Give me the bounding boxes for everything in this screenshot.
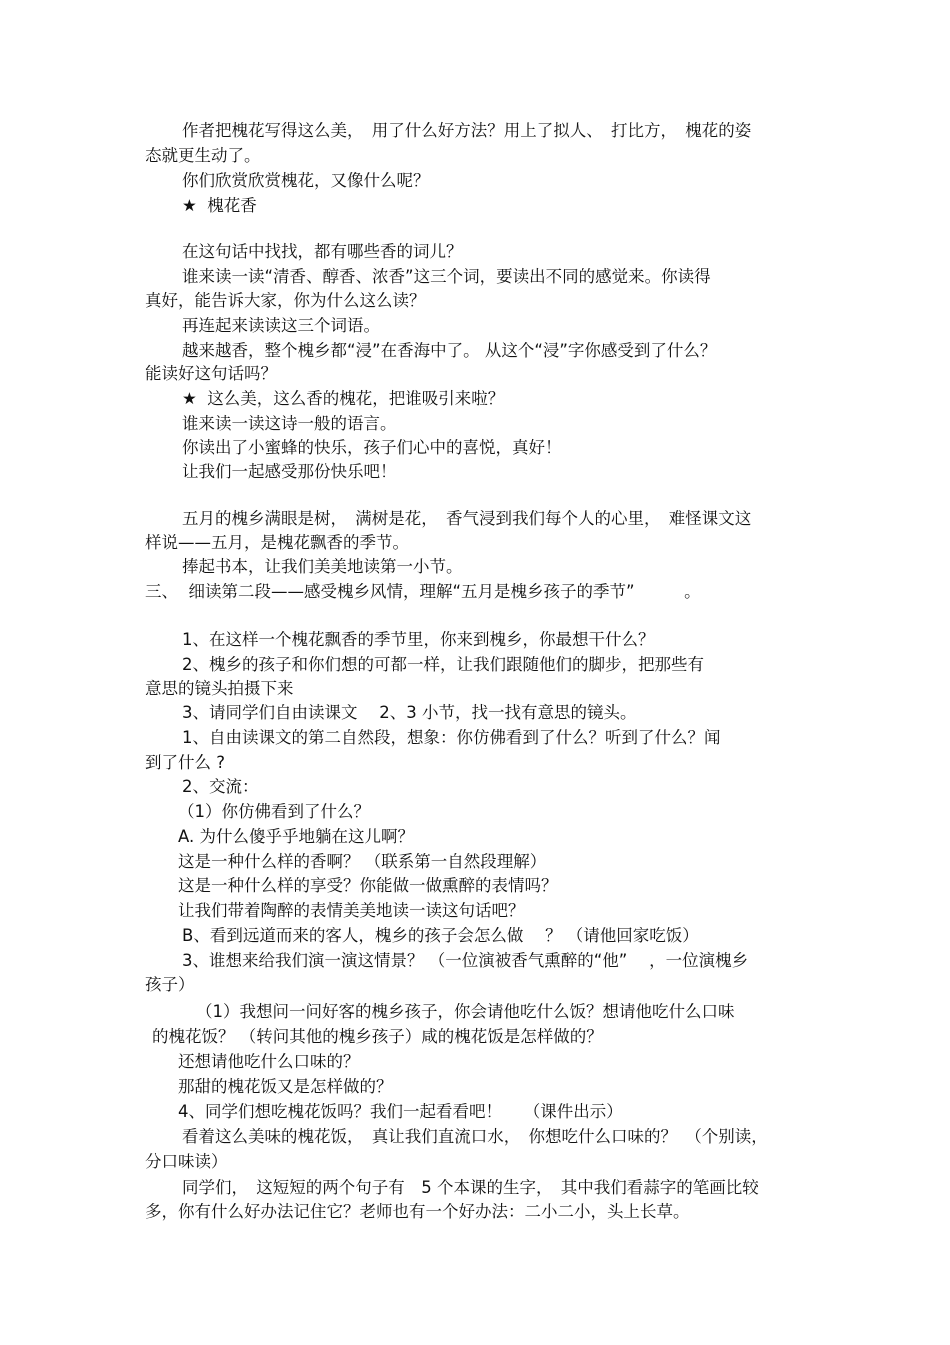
text-line: 同学们， 这短短的两个句子有 5 个本课的生字， 其中我们看蒜字的笔画比较 <box>182 1178 759 1197</box>
text-line: 1、在这样一个槐花飘香的季节里，你来到槐乡，你最想干什么？ <box>182 630 655 649</box>
text-line: 态就更生动了。 <box>145 146 261 165</box>
text-line: 真好，能告诉大家，你为什么这么读？ <box>145 291 426 310</box>
text-line: 作者把槐花写得这么美， 用了什么好方法？用上了拟人、 打比方， 槐花的姿 <box>182 121 752 140</box>
text-line: 你读出了小蜜蜂的快乐，孩子们心中的喜悦，真好！ <box>182 438 562 457</box>
text-line: 你们欣赏欣赏槐花，又像什么呢？ <box>182 171 430 190</box>
text-line: 还想请他吃什么口味的？ <box>178 1052 360 1071</box>
text-line: 让我们一起感受那份快乐吧！ <box>182 462 397 481</box>
text-line: 到了什么 ? <box>145 753 226 772</box>
text-line: 2、交流： <box>182 777 259 796</box>
text-line: 看着这么美味的槐花饭， 真让我们直流口水， 你想吃什么口味的？ （个别读， <box>182 1127 768 1146</box>
text-line: 的槐花饭？ （转问其他的槐乡孩子）咸的槐花饭是怎样做的？ <box>152 1027 603 1046</box>
text-line: （1）你仿佛看到了什么？ <box>178 802 370 821</box>
text-line: 样说——五月，是槐花飘香的季节。 <box>145 533 409 552</box>
text-line: 分口味读） <box>145 1152 228 1171</box>
text-line: ★ 槐花香 <box>182 196 257 215</box>
text-line: 越来越香，整个槐乡都“浸”在香海中了。 从这个“浸”字你感受到了什么？ <box>182 341 717 360</box>
text-line: 让我们带着陶醉的表情美美地读一读这句话吧？ <box>178 901 525 920</box>
section-heading: 三、 细读第二段——感受槐乡风情，理解“五月是槐乡孩子的季节” 。 <box>145 582 701 601</box>
text-line: 能读好这句话吗？ <box>145 364 277 383</box>
text-line: B、看到远道而来的客人，槐乡的孩子会怎么做 ？ （请他回家吃饭） <box>182 926 699 945</box>
text-line: 谁来读一读这诗一般的语言。 <box>182 414 397 433</box>
text-line: （1）我想问一问好客的槐乡孩子，你会请他吃什么饭？想请他吃什么口味 <box>196 1002 735 1021</box>
text-line: 在这句话中找找，都有哪些香的词儿？ <box>182 242 463 261</box>
text-line: 谁来读一读“清香、醇香、浓香”这三个词，要读出不同的感觉来。你读得 <box>182 267 711 286</box>
text-line: 五月的槐乡满眼是树， 满树是花， 香气浸到我们每个人的心里， 难怪课文这 <box>182 509 752 528</box>
text-line: 3、请同学们自由读课文 2、3 小节，找一找有意思的镜头。 <box>182 703 637 722</box>
text-line: 捧起书本，让我们美美地读第一小节。 <box>182 557 463 576</box>
text-line: 这是一种什么样的享受？你能做一做熏醉的表情吗？ <box>178 876 558 895</box>
text-line: 3、谁想来给我们演一演这情景？ （一位演被香气熏醉的“他” ，一位演槐乡 <box>182 951 749 970</box>
text-line: 这是一种什么样的香啊？ （联系第一自然段理解） <box>178 852 547 871</box>
text-line: 1、自由读课文的第二自然段，想象：你仿佛看到了什么？听到了什么？闻 <box>182 728 721 747</box>
text-line: 4、同学们想吃槐花饭吗？我们一起看看吧！ （课件出示） <box>178 1102 623 1121</box>
text-line: 意思的镜头拍摄下来 <box>145 679 294 698</box>
text-line: 那甜的槐花饭又是怎样做的？ <box>178 1077 393 1096</box>
text-line: 2、槐乡的孩子和你们想的可都一样，让我们跟随他们的脚步，把那些有 <box>182 655 704 674</box>
text-line: ★ 这么美，这么香的槐花，把谁吸引来啦？ <box>182 389 505 408</box>
text-line: 多，你有什么好办法记住它？老师也有一个好办法：二小二小，头上长草。 <box>145 1202 690 1221</box>
text-line: 孩子） <box>145 975 195 994</box>
text-line: A. 为什么傻乎乎地躺在这儿啊？ <box>178 827 414 846</box>
text-line: 再连起来读读这三个词语。 <box>182 316 380 335</box>
